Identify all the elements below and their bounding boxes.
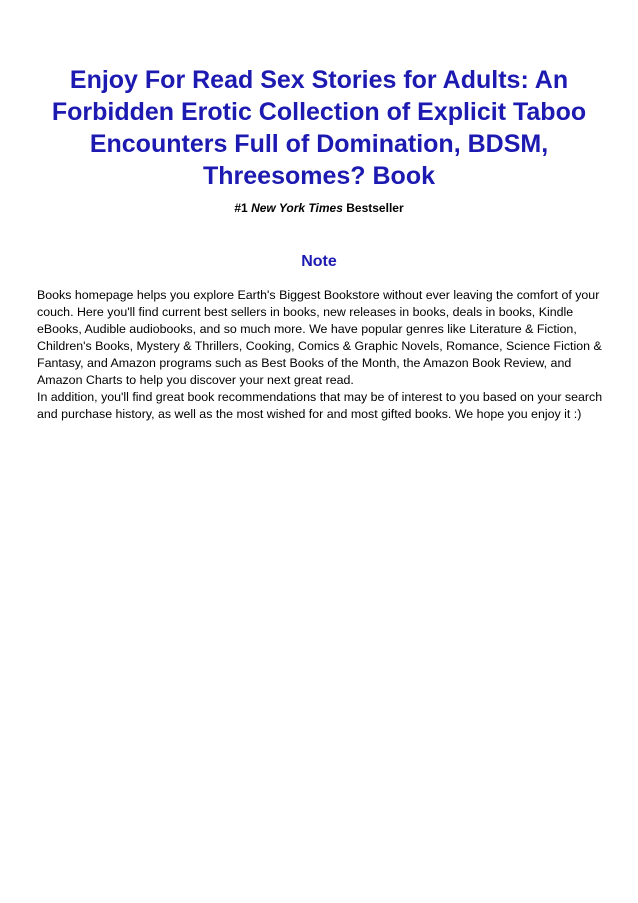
note-heading: Note <box>301 253 337 270</box>
bestseller-publication: New York Times <box>251 201 343 215</box>
note-paragraph: In addition, you'll find great book recommendations that may be of interest to you based on your search and purchase history, as well as the most wished for and most gifted books. We hope you enjoy it :) <box>37 390 603 421</box>
bestseller-label: Bestseller <box>346 201 404 215</box>
book-title: Enjoy For Read Sex Stories for Adults: An Forbidden Erotic Collection of Explicit Taboo Encounters Full of Domination, BDSM, Threesomes? Book <box>51 66 587 190</box>
note-paragraph: Books homepage helps you explore Earth's Biggest Bookstore without ever leaving the comfort of your couch. Here you'll find current best sellers in books, new releases in books, deals in books, Kindle eBooks, Audible audiobooks, and so much more. We have popular genres like Literature & Fiction, Children's Books, Mystery & Thrillers, Cooking, Comics & Graphic Novels, Romance, Science Fiction & Fantasy, and Amazon programs such as Best Books of the Month, the Amazon Book Review, and Amazon Charts to help you discover your next great read. <box>37 288 602 387</box>
bestseller-rank: #1 <box>234 201 248 215</box>
note-body <box>37 287 605 423</box>
bestseller-line <box>0 200 638 216</box>
